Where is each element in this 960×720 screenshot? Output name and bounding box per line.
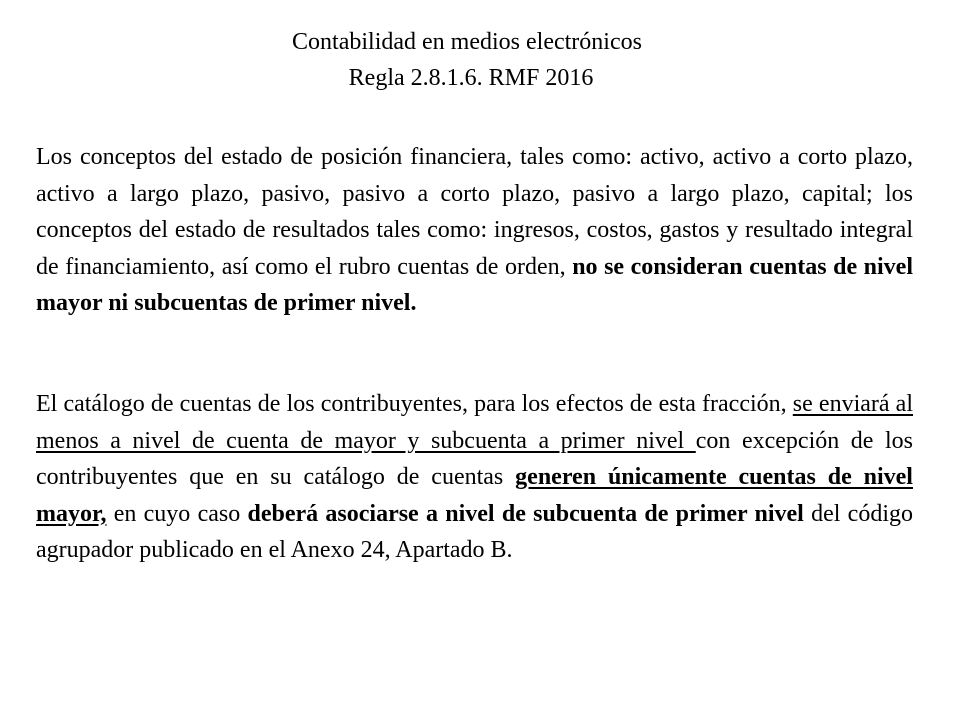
document-title: Contabilidad en medios electrónicos — [292, 29, 642, 55]
paragraph1-text: Los conceptos del estado de posición financiera, tales como: activo, activo a corto plazo, activo a largo plazo, pasivo, pasivo a corto plazo, pasivo a largo plazo, capital; los conceptos del estado de resultados tales como: ingresos, costos, gastos y resultado integral de financiamiento, así como el rubro cuentas de orden, — [36, 144, 913, 280]
paragraph2-bold-obligation: deberá asociarse a nivel de subcuenta de primer nivel — [247, 500, 804, 527]
paragraph2-bold-underlined-condition: generen únicamente cuentas de nivel mayor, — [36, 464, 913, 527]
paragraph-financial-concepts — [36, 139, 913, 322]
paragraph2-text-case: en cuyo caso — [106, 500, 248, 527]
paragraph1-bold-statement: no se consideran cuentas de nivel mayor ni subcuentas de primer nivel. — [36, 253, 914, 316]
paragraph2-text-closing: del código agrupador publicado en el Anexo 24, Apartado B. — [36, 500, 914, 563]
paragraph2-underlined-requirement: se enviará al menos a nivel de cuenta de mayor y subcuenta a primer nivel — [36, 391, 913, 454]
paragraph2-text-exception: con excepción de los contribuyentes que en su catálogo de cuentas — [36, 427, 913, 490]
paragraph2-text-intro: El catálogo de cuentas de los contribuyentes, para los efectos de esta fracción, — [36, 391, 793, 417]
paragraph-account-catalog — [36, 386, 913, 569]
document-subtitle-rule: Regla 2.8.1.6. RMF 2016 — [348, 65, 594, 91]
